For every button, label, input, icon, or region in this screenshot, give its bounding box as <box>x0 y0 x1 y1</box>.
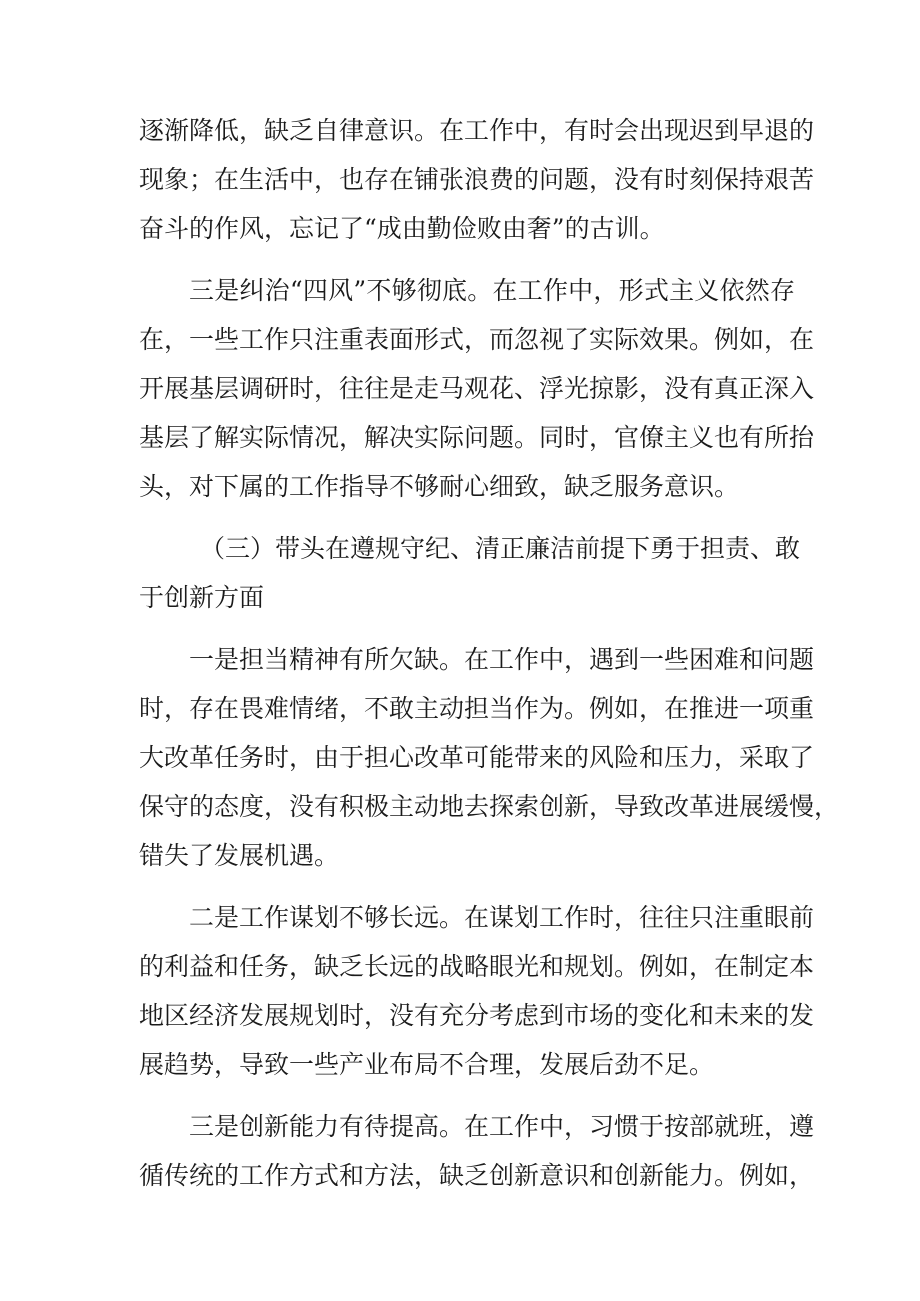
paragraph-4-line-3: 地区经济发展规划时，没有充分考虑到市场的变化和未来的发 <box>139 1001 815 1030</box>
paragraph-3-line-5: 错失了发展机遇。 <box>139 841 340 870</box>
paragraph-2-line-1: 三是纠治“四风”不够彻底。在工作中，形式主义依然存 <box>189 276 795 305</box>
paragraph-1-line-3: 奋斗的作风，忘记了“成由勤俭败由奢”的古训。 <box>139 214 665 243</box>
paragraph-2-line-4: 基层了解实际情况，解决实际问题。同时，官僚主义也有所抬 <box>139 423 815 452</box>
section-heading-line-2: 于创新方面 <box>139 583 265 612</box>
paragraph-2-line-5: 头，对下属的工作指导不够耐心细致，缺乏服务意识。 <box>139 472 740 501</box>
paragraph-1-line-2: 现象；在生活中，也存在铺张浪费的问题，没有时刻保持艰苦 <box>139 165 815 194</box>
paragraph-3-line-3: 大改革任务时，由于担心改革可能带来的风险和压力，采取了 <box>139 743 815 772</box>
paragraph-3-line-4: 保守的态度，没有积极主动地去探索创新，导致改革进展缓慢， <box>139 792 840 821</box>
section-heading-line-1: （三）带头在遵规守纪、清正廉洁前提下勇于担责、敢 <box>200 534 801 563</box>
paragraph-2-line-3: 开展基层调研时，往往是走马观花、浮光掠影，没有真正深入 <box>139 374 815 403</box>
paragraph-4-line-2: 的利益和任务，缺乏长远的战略眼光和规划。例如，在制定本 <box>139 952 815 981</box>
paragraph-4-line-1: 二是工作谋划不够长远。在谋划工作时，往往只注重眼前 <box>189 903 815 932</box>
paragraph-3-line-1: 一是担当精神有所欠缺。在工作中，遇到一些困难和问题 <box>189 645 815 674</box>
paragraph-5-line-2: 循传统的工作方式和方法，缺乏创新意识和创新能力。例如， <box>139 1161 815 1190</box>
paragraph-1-line-1: 逐渐降低，缺乏自律意识。在工作中，有时会出现迟到早退的 <box>139 116 815 145</box>
paragraph-5-line-1: 三是创新能力有待提高。在工作中，习惯于按部就班，遵 <box>189 1112 815 1141</box>
paragraph-3-line-2: 时，存在畏难情绪，不敢主动担当作为。例如，在推进一项重 <box>139 694 815 723</box>
paragraph-4-line-4: 展趋势，导致一些产业布局不合理，发展后劲不足。 <box>139 1050 715 1079</box>
paragraph-2-line-2: 在，一些工作只注重表面形式，而忽视了实际效果。例如，在 <box>139 325 815 354</box>
